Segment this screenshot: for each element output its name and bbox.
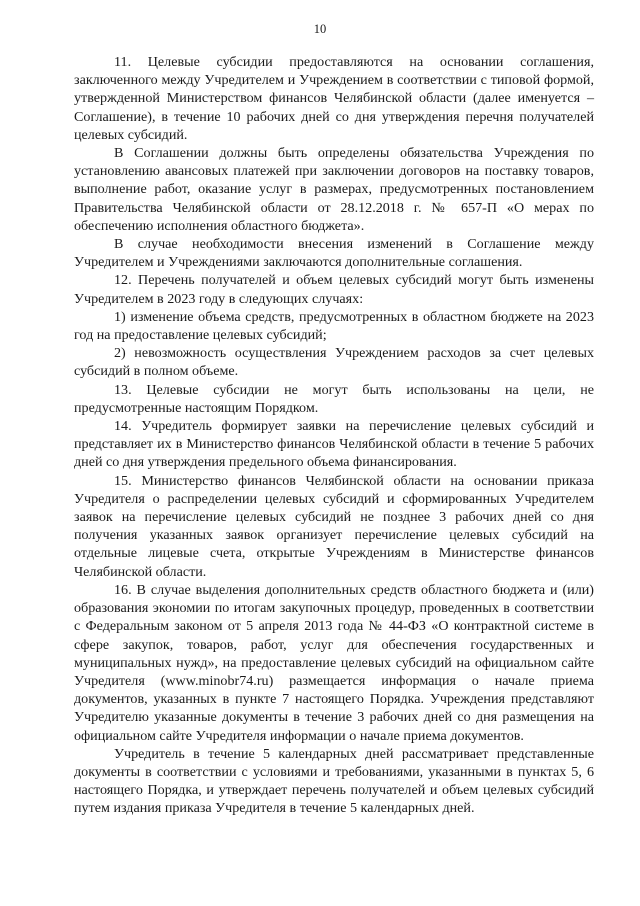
paragraph-agreement-obligations: В Соглашении должны быть определены обязательства Учреждения по установлению авансовых платежей при заключении договоров на поставку товаров, выполнение работ, оказание услуг в размерах, предусмотренных постановлением Правительства Челябинской области от 28.12.2018 г. № 657-П «О мерах по обеспечению исполнения областного бюджета». xyxy=(74,145,594,234)
paragraph-15: 15. Министерство финансов Челябинской области на основании приказа Учредителя о распределении целевых субсидий и сформированных Учредителем заявок на перечисление целевых субсидий не позднее 3 рабочих дней со дня получения указанных заявок организует перечисление целевых субсидий на отдельные лицевые счета, открытые Учреждениям в Министерстве финансов Челябинской области. xyxy=(74,472,594,580)
paragraph-review: Учредитель в течение 5 календарных дней рассматривает представленные документы в соответствии с условиями и требованиями, указанными в пунктах 5, 6 настоящего Порядка, и утверждает перечень получателей и объем целевых субсидий путем издания приказа Учредителя в течение 5 календарных дней. xyxy=(74,745,594,817)
paragraph-13: 13. Целевые субсидии не могут быть использованы на цели, не предусмотренные настоящим Порядком. xyxy=(74,381,594,416)
paragraph-12: 12. Перечень получателей и объем целевых субсидий могут быть изменены Учредителем в 2023 году в следующих случаях: xyxy=(74,272,594,307)
paragraph-12-item-2: 2) невозможность осуществления Учреждением расходов за счет целевых субсидий в полном объеме. xyxy=(74,345,594,380)
paragraph-11: 11. Целевые субсидии предоставляются на основании соглашения, заключенного между Учредителем и Учреждением в соответствии с типовой формой, утвержденной Министерством финансов Челябинской области (далее именуется – Соглашение), в течение 10 рабочих дней со дня утверждения перечня получателей целевых субсидий. xyxy=(74,54,594,143)
paragraph-12-item-1: 1) изменение объема средств, предусмотренных в областном бюджете на 2023 год на предоставление целевых субсидий; xyxy=(74,308,594,344)
document-body xyxy=(74,53,594,818)
paragraph-16: 16. В случае выделения дополнительных средств областного бюджета и (или) образования экономии по итогам закупочных процедур, проведенных в соответствии с Федеральным законом от 5 апреля 2013 года № 44-ФЗ «О контрактной системе в сфере закупок, товаров, работ, услуг для обеспечения государственных и муниципальных нужд», на предоставление целевых субсидий на официальном сайте Учредителя (www.minobr74.ru) размещается информация о начале приема документов, указанных в пункте 7 настоящего Порядка. Учреждения представляют Учредителю указанные документы в течение 3 рабочих дней со дня размещения на официальном сайте Учредителя информации о начале приема документов. xyxy=(74,581,594,744)
paragraph-agreement-changes: В случае необходимости внесения изменений в Соглашение между Учредителем и Учреждениями заключаются дополнительные соглашения. xyxy=(74,236,594,271)
page-number: 10 xyxy=(313,22,327,36)
paragraph-14: 14. Учредитель формирует заявки на перечисление целевых субсидий и представляет их в Министерство финансов Челябинской области в течение 5 рабочих дней со дня утверждения предельного объема финансирования. xyxy=(74,418,594,471)
